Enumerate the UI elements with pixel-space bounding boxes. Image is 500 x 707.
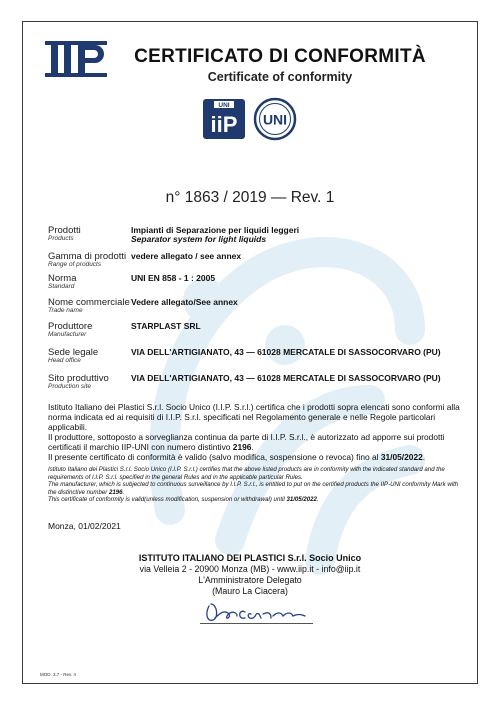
body-text-italian xyxy=(48,402,468,463)
mark-uni-text: UNI xyxy=(262,111,288,128)
field-sublabel: Manufacturer xyxy=(48,331,87,338)
date-place: Monza, 01/02/2021 xyxy=(48,521,121,531)
field-sublabel: Production site xyxy=(48,383,91,390)
certificate-title: CERTIFICATO DI CONFORMITÀ xyxy=(134,46,426,67)
field-value: STARPLAST SRL xyxy=(131,321,201,331)
body-it-paragraph-2: Il produttore, sottoposto a sorveglianza continua da parte di I.I.P. S.r.l., è autorizzato ad apporre sui prodotti certificati il marchio IIP-UNI con numero distintivo 2196. xyxy=(48,432,445,453)
field-label: Produttore xyxy=(48,321,93,332)
field-value: UNI EN 858 - 1 : 2005 xyxy=(131,273,216,283)
issuer-role: L'Amministratore Delegato xyxy=(198,575,302,585)
body-en-paragraph-2: The manufacturer, which is subjected to continuous surveillance by I.I.P. S.r.l., is entitled to put on the certified products the IIP-UNI conformity Mark with the distinctive number 2196. xyxy=(48,481,459,496)
iip-uni-marks xyxy=(201,97,301,141)
mark-iip-text: iiP xyxy=(210,112,238,137)
field-value: VIA DELL'ARTIGIANATO, 43 — 61028 MERCATALE DI SASSOCORVARO (PU) xyxy=(131,373,441,383)
issuer-address: via Velleia 2 - 20900 Monza (MB) - www.iip.it - info@iip.it xyxy=(139,564,361,574)
body-it-paragraph-3: Il presente certificato di conformità è valido (salvo modifica, sospensione o revoca) fino al 31/05/2022. xyxy=(48,452,426,463)
mark-iip-top-text: UNI xyxy=(218,102,230,109)
field-label: Prodotti xyxy=(48,225,81,236)
field-value: vedere allegato / see annex xyxy=(131,251,242,261)
field-label: Nome commerciale xyxy=(48,297,130,308)
body-en-paragraph-1: Istituto Italiano dei Plastici S.r.l. Socio Unico (I.I.P. S.r.l.) certifies that the above listed products are in conformity with the indicated standard and the requirements of I.I.P. S.r.l. specified in the general Rules and in the applicable particular Rules. xyxy=(48,466,445,481)
distinctive-number: 2196 xyxy=(232,442,252,453)
field-sublabel: Trade name xyxy=(48,307,83,314)
issuer-name: ISTITUTO ITALIANO DEI PLASTICI S.r.l. Socio Unico xyxy=(138,553,362,563)
issuer-person: (Mauro La Ciacera) xyxy=(212,586,288,596)
signature-line xyxy=(200,623,313,624)
certificate-subtitle: Certificate of conformity xyxy=(207,70,353,84)
field-label: Sito produttivo xyxy=(48,373,109,384)
field-sublabel: Products xyxy=(48,235,74,242)
field-label: Sede legale xyxy=(48,347,99,358)
validity-date: 31/05/2022 xyxy=(380,452,423,463)
field-sublabel: Range of products xyxy=(48,261,102,268)
field-value: Impianti di Separazione per liquidi leggeri xyxy=(131,225,300,235)
distinctive-number: 2196 xyxy=(108,488,123,496)
certificate-number: n° 1863 / 2019 — Rev. 1 xyxy=(165,189,335,206)
body-en-paragraph-3: This certificate of conformity is valid(unless modification, suspension or withdrawal) until 31/05/2022. xyxy=(48,496,319,504)
body-it-paragraph-1: Istituto Italiano dei Plastici S.r.l. Socio Unico (I.I.P. S.r.l.) certifica che i prodotti sopra elencati sono conformi alla norma indicata ed ai requisiti di I.I.P. S.r.l. specificati nel Regolamento generale e nelle Regole particolari applicabili. xyxy=(48,402,460,433)
issuer-block xyxy=(0,553,500,597)
body-text-english xyxy=(48,466,468,504)
field-label: Norma xyxy=(48,273,77,284)
field-value: VIA DELL'ARTIGIANATO, 43 — 61028 MERCATALE DI SASSOCORVARO (PU) xyxy=(131,347,441,357)
form-code: MOD. 3.7 - Rev. 4 xyxy=(40,672,76,677)
signature-icon xyxy=(201,598,311,626)
validity-date: 31/05/2022 xyxy=(286,496,317,504)
field-sublabel: Standard xyxy=(48,283,75,290)
field-label: Gamma di prodotti xyxy=(48,251,127,262)
field-value-english: Separator system for light liquids xyxy=(131,234,267,244)
field-sublabel: Head office xyxy=(48,357,81,364)
field-value: Vedere allegato/See annex xyxy=(131,297,238,307)
